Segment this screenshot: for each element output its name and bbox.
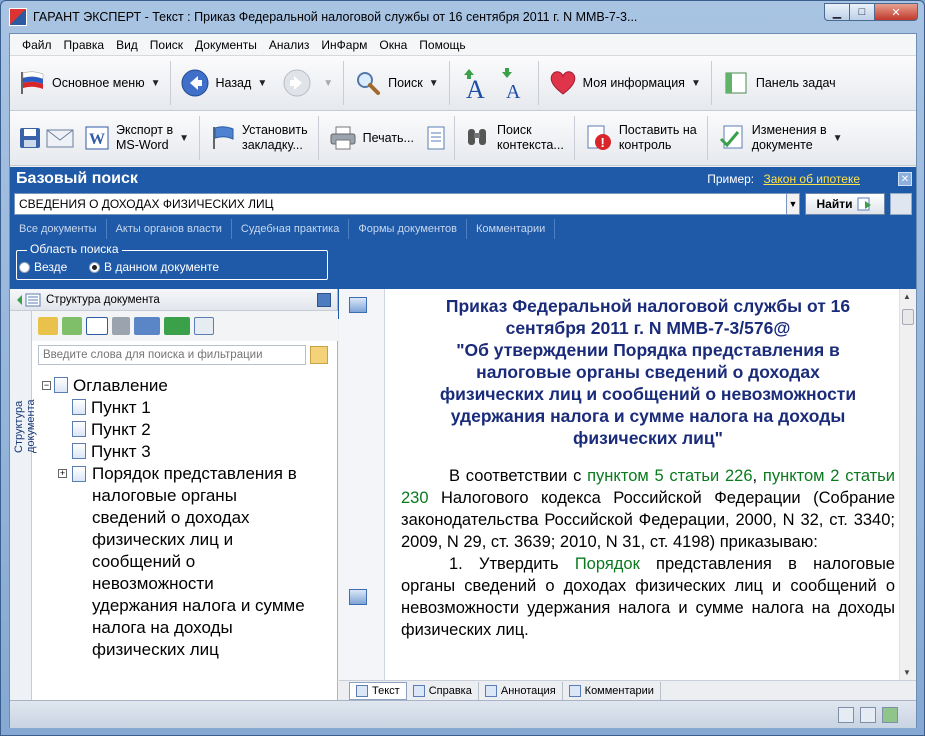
- document-gutter: [339, 289, 385, 680]
- document-body: [401, 465, 895, 641]
- chevron-down-icon[interactable]: ▼: [832, 132, 843, 144]
- search-example: [707, 172, 860, 186]
- example-label: Пример:: [707, 172, 755, 186]
- envelope-icon: [46, 127, 74, 149]
- email-button[interactable]: [44, 111, 76, 165]
- printer-icon: [329, 125, 357, 151]
- tab-label: Аннотация: [500, 684, 556, 697]
- law-link-article-226[interactable]: пунктом 5 статьи 226: [587, 467, 753, 485]
- export-icon[interactable]: [164, 317, 190, 335]
- bookmark-line1: Установить: [242, 123, 308, 137]
- search-options-button[interactable]: [890, 193, 912, 215]
- word-export-icon[interactable]: [86, 317, 108, 335]
- tree-node-order[interactable]: [58, 463, 336, 661]
- svg-text:!: !: [600, 135, 605, 150]
- example-link[interactable]: Закон об ипотеке: [763, 172, 860, 186]
- export-word-label: [116, 123, 173, 153]
- scroll-up-icon[interactable]: ▲: [903, 292, 911, 301]
- search-area-group: [16, 242, 328, 280]
- bookmark-label: [242, 123, 308, 153]
- toolbar-separator: [170, 61, 171, 105]
- status-document-icon[interactable]: [860, 707, 876, 723]
- tab-comments-doc[interactable]: [563, 682, 661, 700]
- tree-node-item-1[interactable]: [72, 397, 151, 419]
- tree-order-line: физических лиц: [92, 640, 219, 659]
- garant-app-icon: [9, 8, 27, 26]
- collapse-all-icon[interactable]: [62, 317, 82, 335]
- document-title-line: налоговые органы сведений о доходах: [476, 362, 820, 382]
- document-title-line: сентября 2011 г. N ММВ-7-3/576@: [505, 318, 791, 338]
- structure-icon: [16, 292, 46, 308]
- paragraph-item-1: [401, 553, 895, 641]
- collapse-pane-icon[interactable]: [317, 293, 331, 307]
- chevron-down-icon[interactable]: ▼: [786, 193, 800, 215]
- toolbar-separator: [199, 116, 200, 160]
- menu-help[interactable]: Помощь: [419, 37, 466, 52]
- document-changes-button[interactable]: [710, 111, 851, 165]
- tab-reference[interactable]: [407, 682, 479, 700]
- menu-bar: [10, 34, 916, 56]
- tree-item-label: Пункт 3: [91, 442, 151, 461]
- structure-header-label: Структура документа: [46, 293, 160, 306]
- status-bar: [10, 700, 916, 728]
- export-word-button[interactable]: [76, 111, 197, 165]
- tree-item-label: Пункт 2: [91, 420, 151, 439]
- toolbar-separator: [454, 116, 455, 160]
- comments-icon: [569, 685, 581, 697]
- chevron-down-icon[interactable]: ▼: [257, 77, 268, 89]
- panel-icon: [722, 69, 750, 97]
- export-word-line2: MS-Word: [116, 138, 169, 152]
- word-icon: [84, 125, 110, 151]
- document-text: [401, 295, 895, 675]
- document-icon: [72, 421, 86, 437]
- menu-search[interactable]: Поиск: [149, 37, 184, 52]
- tree-order-line: сообщений о: [92, 552, 196, 571]
- tab-court-practice[interactable]: Судебная практика: [232, 219, 349, 239]
- context-line2: контекста...: [496, 138, 564, 152]
- export-word-line1: Экспорт в: [116, 123, 174, 137]
- toolbar-separator: [711, 61, 712, 105]
- main-menu-button[interactable]: [10, 56, 168, 110]
- tree-order-line: физических лиц и: [92, 530, 234, 549]
- font-increase-button[interactable]: [452, 56, 498, 110]
- scroll-down-icon[interactable]: ▼: [903, 668, 911, 677]
- forward-button[interactable]: [275, 56, 341, 110]
- changes-label: [752, 123, 827, 153]
- document-title: [401, 295, 895, 449]
- tree-order-line: удержания налога и сумме: [92, 596, 305, 615]
- radio-button[interactable]: [19, 262, 30, 273]
- forward-arrow-icon: [283, 69, 311, 97]
- find-label: Найти: [816, 197, 853, 211]
- svg-text:A: A: [505, 81, 521, 100]
- search-input-row: [14, 193, 912, 217]
- structure-filter-input[interactable]: [38, 345, 306, 365]
- title-bar[interactable]: [1, 1, 924, 33]
- document-icon: [72, 443, 86, 459]
- search-panel-title: Базовый поиск: [16, 170, 138, 187]
- document-icon: [72, 466, 86, 482]
- collapse-icon[interactable]: −: [43, 380, 50, 390]
- russian-flag-icon: [18, 69, 46, 97]
- find-arrow-icon: [857, 196, 873, 212]
- tab-document-forms[interactable]: Формы документов: [349, 219, 467, 239]
- document-toolbar: [10, 111, 916, 166]
- menu-infarm[interactable]: ИнФарм: [321, 37, 368, 52]
- law-link-order[interactable]: Порядок: [574, 555, 640, 573]
- tab-comments[interactable]: Комментарии: [467, 219, 555, 239]
- printer-icon[interactable]: [112, 317, 130, 335]
- menu-documents[interactable]: Документы: [195, 37, 257, 52]
- window-controls: [825, 3, 918, 21]
- toolbar-separator: [343, 61, 344, 105]
- tab-label: Справка: [428, 684, 472, 697]
- tree-order-line: Порядок представления в: [92, 464, 297, 483]
- document-title-line: Приказ Федеральной налоговой службы от 16: [445, 296, 851, 316]
- document-text-pane: [339, 289, 916, 700]
- back-label: Назад: [215, 75, 252, 90]
- tab-government-acts[interactable]: Акты органов власти: [107, 219, 232, 239]
- chevron-down-icon[interactable]: ▼: [690, 77, 701, 89]
- control-label: [619, 123, 697, 153]
- annotation-icon: [485, 685, 497, 697]
- document-title-line: физических лиц": [573, 428, 723, 448]
- reference-icon: [413, 685, 425, 697]
- back-button[interactable]: [173, 56, 275, 110]
- vertical-scrollbar[interactable]: [899, 289, 916, 680]
- menu-view[interactable]: Вид: [116, 37, 138, 52]
- menu-edit[interactable]: Правка: [63, 37, 105, 52]
- law-link-article-230[interactable]: пунктом 2 статьи 230: [401, 467, 895, 507]
- print-button[interactable]: [321, 111, 422, 165]
- tree-node-item-2[interactable]: [72, 419, 151, 441]
- copy-icon[interactable]: [134, 317, 160, 335]
- sync-icon[interactable]: [194, 317, 214, 335]
- changes-line1: Изменения в: [751, 123, 827, 137]
- document-preview-icon: [426, 125, 448, 151]
- client-area: [9, 33, 917, 728]
- close-icon[interactable]: ✕: [898, 172, 912, 186]
- minimize-button[interactable]: ▁: [824, 3, 850, 21]
- document-icon: [54, 377, 68, 393]
- status-icon[interactable]: [838, 707, 854, 723]
- vertical-tab-label: Структура документа: [13, 399, 37, 453]
- flag-icon: [210, 125, 236, 151]
- search-label: Поиск: [388, 75, 423, 90]
- paragraph-preamble: [401, 465, 895, 553]
- toolbar-separator: [538, 61, 539, 105]
- tree-order-line: налоговые органы: [92, 486, 237, 505]
- context-line1: Поиск: [496, 123, 532, 137]
- control-line1: Поставить на: [618, 123, 697, 137]
- changes-line2: документе: [751, 138, 813, 152]
- structure-toolbar: [32, 311, 338, 341]
- radio-everywhere-label: Везде: [34, 260, 68, 274]
- document-title-line: физических лиц и сообщений о невозможности: [439, 384, 857, 404]
- menu-analysis[interactable]: Анализ: [268, 37, 310, 52]
- tree-node-item-3[interactable]: [72, 441, 151, 463]
- chevron-down-icon[interactable]: ▼: [150, 77, 161, 89]
- text-icon: [356, 685, 368, 697]
- menu-windows[interactable]: Окна: [379, 37, 408, 52]
- tree-order-label: [92, 463, 336, 661]
- tab-all-documents[interactable]: Все документы: [10, 219, 107, 239]
- paragraph-text: ,: [752, 467, 763, 485]
- context-search-label: [497, 123, 564, 153]
- tree-order-line: налога на доходы: [92, 618, 233, 637]
- chevron-down-icon[interactable]: ▼: [428, 77, 439, 89]
- paragraph-text: 1. Утвердить: [449, 555, 575, 573]
- toolbar-separator: [574, 116, 575, 160]
- back-arrow-icon: [181, 69, 209, 97]
- my-info-button[interactable]: [541, 56, 709, 110]
- chevron-down-icon[interactable]: ▼: [323, 77, 334, 89]
- scrollbar-thumb[interactable]: [902, 309, 914, 325]
- bookmark-margin-icon[interactable]: [349, 589, 367, 605]
- document-view-tabs: [339, 680, 916, 700]
- bookmark-line2: закладку...: [242, 138, 303, 152]
- task-panel-button[interactable]: [714, 56, 844, 110]
- tree-node-contents[interactable]: [42, 375, 168, 397]
- checked-document-icon: [718, 124, 746, 152]
- structure-vertical-tab[interactable]: [10, 311, 37, 700]
- heart-icon: [549, 69, 577, 97]
- tree-root-label: Оглавление: [73, 376, 168, 395]
- tree-item-label: Пункт 1: [91, 398, 151, 417]
- document-title-line: удержания налога и сумме налога на доходы: [450, 406, 846, 426]
- tree-order-line: невозможности: [92, 574, 214, 593]
- document-title-line: "Об утверждении Порядка представления в: [456, 340, 840, 360]
- binoculars-icon: [465, 125, 491, 151]
- paragraph-text: В соответствии с: [449, 467, 588, 485]
- control-line2: контроль: [618, 138, 672, 152]
- bookmark-margin-icon[interactable]: [349, 297, 367, 313]
- tree-order-line: сведений о доходах: [92, 508, 250, 527]
- close-button[interactable]: ✕: [874, 3, 918, 21]
- search-area-title: Область поиска: [27, 242, 122, 256]
- print-label: Печать...: [362, 130, 414, 145]
- status-export-icon[interactable]: [882, 707, 898, 723]
- font-increase-icon: [460, 66, 490, 100]
- chevron-down-icon[interactable]: ▼: [179, 132, 189, 144]
- tab-annotation[interactable]: [479, 682, 563, 700]
- toolbar-separator: [707, 116, 708, 160]
- main-toolbar: [10, 56, 916, 111]
- set-control-button[interactable]: [577, 111, 705, 165]
- preview-button[interactable]: [422, 111, 452, 165]
- search-scope-tabs: [10, 219, 555, 239]
- alert-document-icon: [585, 124, 613, 152]
- toolbar-separator: [318, 116, 319, 160]
- radio-everywhere[interactable]: [19, 260, 67, 274]
- search-input[interactable]: [14, 193, 792, 215]
- radio-this-document[interactable]: [89, 260, 219, 274]
- svg-text:W: W: [89, 131, 105, 148]
- tab-label: Комментарии: [584, 684, 654, 697]
- svg-text:A: A: [465, 75, 485, 100]
- menu-file[interactable]: Файл: [22, 37, 52, 52]
- window-title: ГАРАНТ ЭКСПЕРТ - Текст : Приказ Федеральной налоговой службы от 16 сентября 2011 г. N ММВ-7-3...: [33, 10, 638, 24]
- main-menu-label: Основное меню: [52, 75, 145, 90]
- context-search-button[interactable]: [457, 111, 572, 165]
- paragraph-text: представления в налоговые органы сведений о доходах физических лиц и сообщений о невозможности удержания налога и сумме налога на доходы физических лиц.: [401, 555, 895, 639]
- document-icon: [72, 399, 86, 415]
- font-decrease-button[interactable]: [498, 56, 536, 110]
- find-button[interactable]: [805, 193, 885, 215]
- document-structure-pane: [10, 289, 338, 700]
- maximize-button[interactable]: □: [849, 3, 875, 21]
- search-button[interactable]: [346, 56, 447, 110]
- filter-icon[interactable]: [310, 346, 328, 364]
- expand-all-icon[interactable]: [38, 317, 58, 335]
- expand-icon[interactable]: +: [59, 468, 66, 478]
- radio-document-label: В данном документе: [104, 260, 220, 274]
- tab-text[interactable]: [349, 682, 407, 700]
- toolbar-separator: [449, 61, 450, 105]
- floppy-icon: [18, 126, 42, 150]
- paragraph-text: Налогового кодекса Российской Федерации (Собрание законодательства Российской Федерации, 2000, N 32, ст. 3340; 2009, N 29, ст. 3639; 2010, N 31, ст. 4198) приказываю:: [401, 489, 895, 551]
- magnifier-icon: [354, 69, 382, 97]
- tab-label: Текст: [372, 684, 400, 697]
- my-info-label: Моя информация: [582, 75, 685, 90]
- set-bookmark-button[interactable]: [202, 111, 316, 165]
- radio-button[interactable]: [89, 262, 100, 273]
- task-panel-label: Панель задач: [755, 75, 836, 90]
- structure-header: [10, 289, 337, 311]
- save-button[interactable]: [10, 111, 44, 165]
- font-decrease-icon: [498, 66, 528, 100]
